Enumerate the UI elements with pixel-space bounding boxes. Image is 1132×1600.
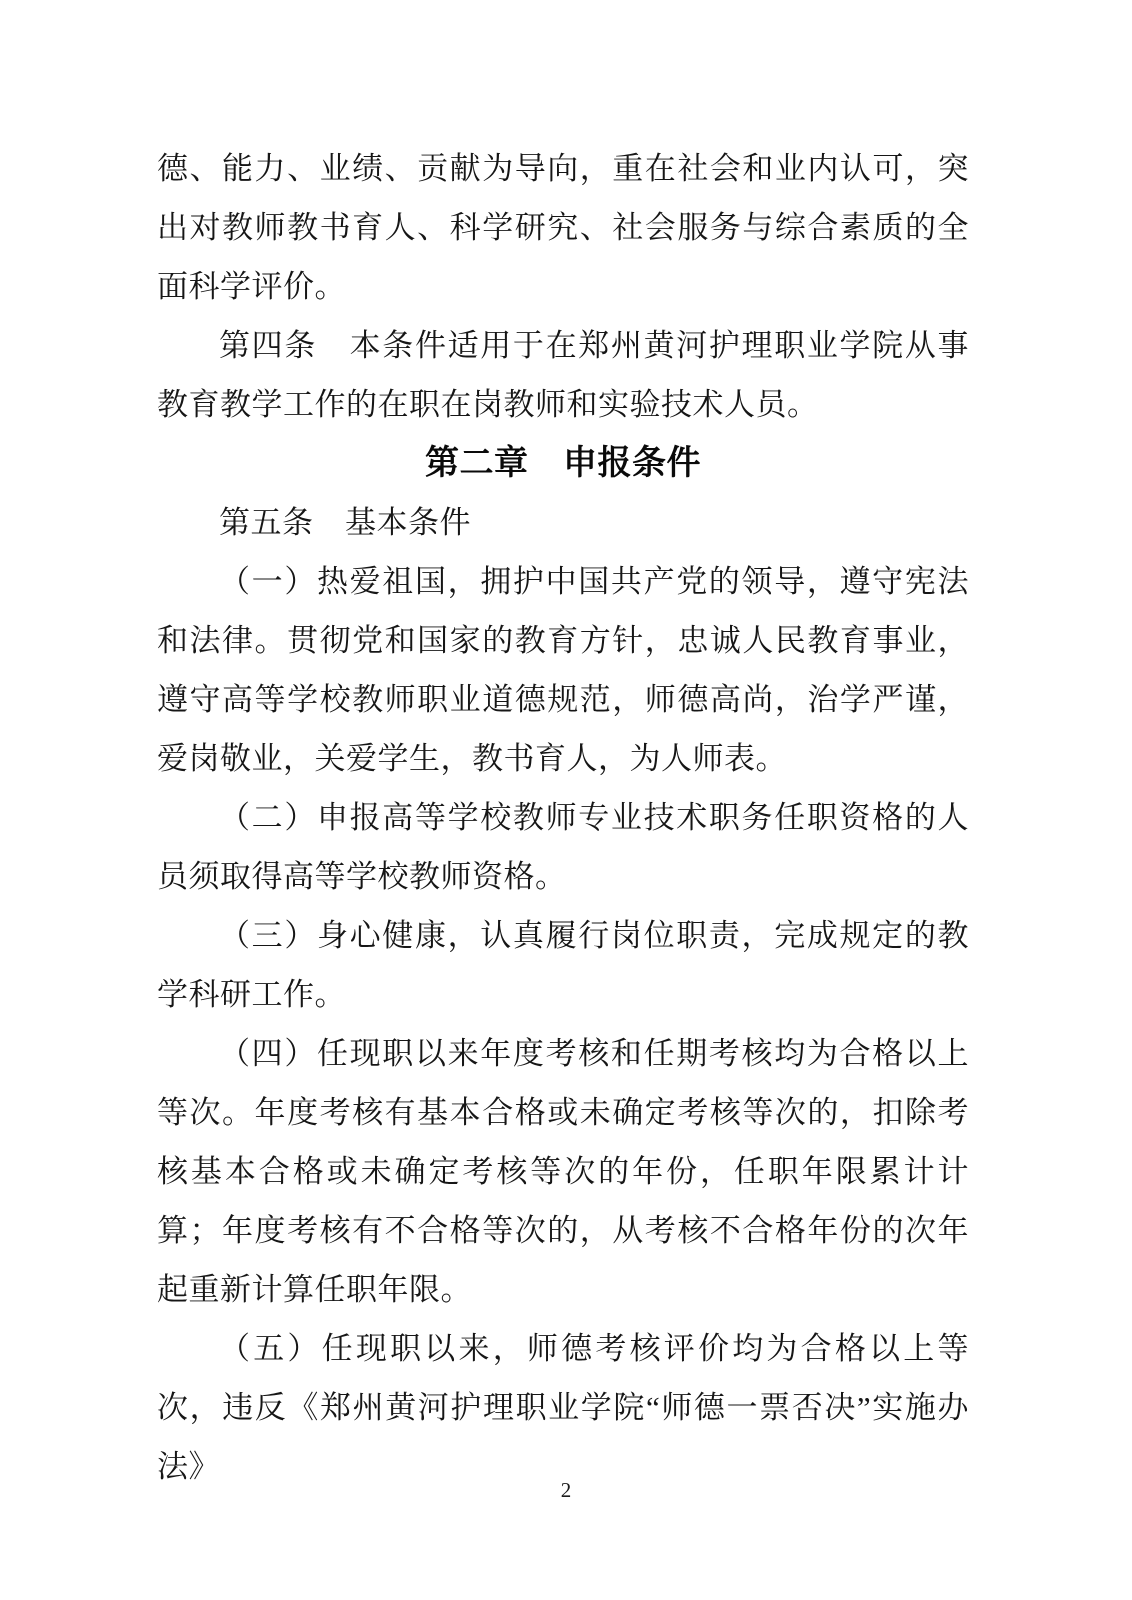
chapter-2-heading: 第二章 申报条件 xyxy=(425,444,701,482)
page-number: 2 xyxy=(560,1478,572,1502)
paragraph-continuation: 德、能力、业绩、贡献为导向，重在社会和业内认可，突出对教师教书育人、科学研究、社会服务与综合素质的全面科学评价。 xyxy=(157,151,969,304)
paragraph-item-5: （五）任现职以来，师德考核评价均为合格以上等次，违反《郑州黄河护理职业学院“师德一票否决”实施办法》 xyxy=(157,1331,969,1484)
paragraph-item-4: （四）任现职以来年度考核和任期考核均为合格以上等次。年度考核有基本合格或未确定考核等次的，扣除考核基本合格或未确定考核等次的年份，任职年限累计计算；年度考核有不合格等次的，从考核不合格年份的次年起重新计算任职年限。 xyxy=(157,1036,969,1307)
paragraph-item-3: （三）身心健康，认真履行岗位职责，完成规定的教学科研工作。 xyxy=(157,918,969,1012)
document-body xyxy=(157,139,969,1496)
paragraph-article-4: 第四条 本条件适用于在郑州黄河护理职业学院从事教育教学工作的在职在岗教师和实验技术人员。 xyxy=(157,328,969,422)
paragraph-item-1: （一）热爱祖国，拥护中国共产党的领导，遵守宪法和法律。贯彻党和国家的教育方针，忠诚人民教育事业，遵守高等学校教师职业道德规范，师德高尚，治学严谨，爱岗敬业，关爱学生，教书育人，为人师表。 xyxy=(157,564,969,776)
paragraph-item-2: （二）申报高等学校教师专业技术职务任职资格的人员须取得高等学校教师资格。 xyxy=(157,800,969,894)
paragraph-article-5: 第五条 基本条件 xyxy=(219,505,471,540)
